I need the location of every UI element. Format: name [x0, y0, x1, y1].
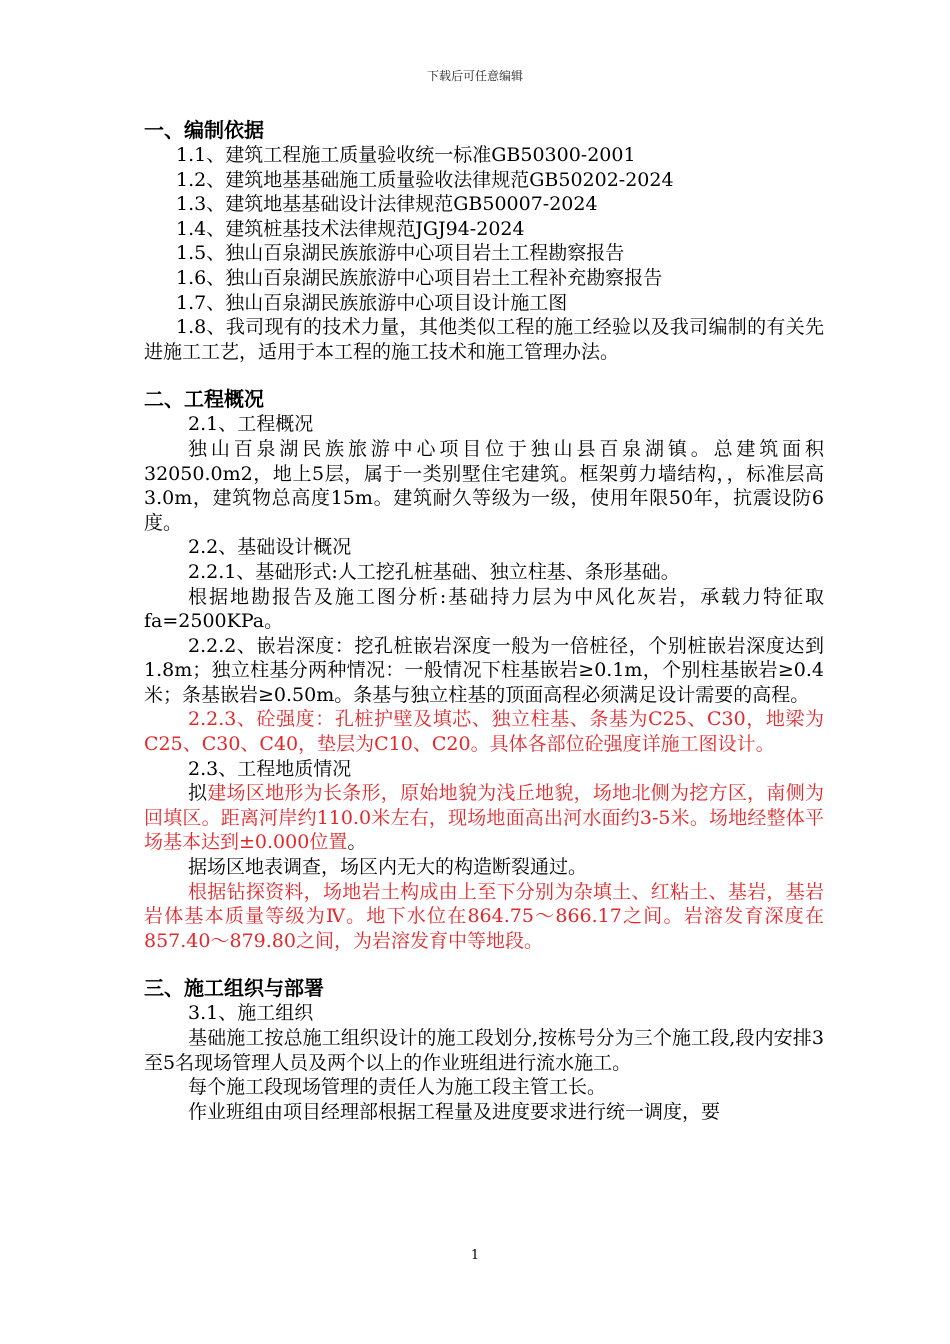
section-heading-1: 一、编制依据	[144, 118, 264, 142]
subheading-2-1: 2.1、工程概况	[188, 413, 314, 436]
responsible-person-paragraph: 每个施工段现场管理的责任人为施工段主管工长。	[188, 1076, 607, 1099]
subheading-2-3: 2.3、工程地质情况	[188, 757, 352, 780]
drilling-data-paragraph: 根据钻探资料，场地岩土构成由上至下分别为杂填土、红粘土、基岩，基岩岩体基本质量等级为Ⅳ。地下水位在864.75～866.17之间。岩溶发育深度在857.40～879.80之间，为岩溶发育中等地段。	[144, 880, 824, 952]
subheading-3-1: 3.1、施工组织	[188, 1002, 314, 1025]
bearing-layer-paragraph: 根据地勘报告及施工图分析:基础持力层为中风化灰岩，承载力特征取fa=2500KPa。	[144, 585, 824, 633]
construction-sections-paragraph: 基础施工按总施工组织设计的施工段划分,按栋号分为三个施工段,段内安排3至5名现场管理人员及两个以上的作业班组进行流水施工。	[144, 1027, 824, 1074]
basis-item-1-8: 1.8、我司现有的技术力量，其他类似工程的施工经验以及我司编制的有关先进施工工艺，适用于本工程的施工技术和施工管理办法。	[144, 316, 824, 363]
site-terrain-paragraph	[144, 781, 824, 855]
section-heading-2: 二、工程概况	[144, 387, 264, 412]
basis-item-1-7: 1.7、独山百泉湖民族旅游中心项目设计施工图	[176, 291, 568, 314]
concrete-strength-paragraph: 2.2.3、砼强度：孔桩护壁及填芯、独立柱基、条基为C25、C30，地梁为C25、C30、C40，垫层为C10、C20。具体各部位砼强度详施工图设计。	[144, 708, 824, 756]
basis-item-1-5: 1.5、独山百泉湖民族旅游中心项目岩土工程勘察报告	[176, 242, 625, 265]
basis-item-1-3: 1.3、建筑地基基础设计法律规范GB50007-2024	[176, 193, 598, 216]
section-heading-3: 三、施工组织与部署	[144, 976, 324, 1001]
document-body	[144, 117, 824, 1124]
basis-item-1-2: 1.2、建筑地基基础施工质量验收法律规范GB50202-2024	[176, 168, 674, 191]
site-terrain-lead: 拟	[188, 782, 208, 805]
rock-embed-depth-paragraph: 2.2.2、嵌岩深度：挖孔桩嵌岩深度一般为一倍桩径，个别桩嵌岩深度达到1.8m；独立柱基分两种情况：一般情况下柱基嵌岩≥0.1m，个别柱基嵌岩≥0.4米；条基嵌岩≥0.50m。条基与独立柱基的顶面高程必须满足设计需要的高程。	[144, 634, 824, 706]
page-header: 下载后可任意编辑	[426, 69, 523, 83]
foundation-type-paragraph: 2.2.1、基础形式:人工挖孔桩基础、独立柱基、条形基础。	[188, 560, 680, 583]
site-terrain-text: 建场区地形为长条形，原始地貌为浅丘地貌，场地北侧为挖方区，南侧为回填区。距离河岸约110.0米左右，现场地面高出河水面约3-5米。场地经整体平场基本达到±0.000位置	[144, 782, 824, 854]
basis-item-1-4: 1.4、建筑桩基技术法律规范JGJ94-2024	[176, 217, 525, 240]
basis-item-1-6: 1.6、独山百泉湖民族旅游中心项目岩土工程补充勘察报告	[176, 266, 663, 289]
project-overview-paragraph: 独山百泉湖民族旅游中心项目位于独山县百泉湖镇。总建筑面积32050.0m2，地上5层，属于一类别墅住宅建筑。框架剪力墙结构，，标准层高3.0m，建筑物总高度15m。建筑耐久等级为一级，使用年限50年，抗震设防6度。	[144, 437, 824, 534]
basis-item-1-1: 1.1、建筑工程施工质量验收统一标准GB50300-2001	[176, 144, 636, 166]
page-number: 1	[470, 1248, 480, 1263]
work-team-paragraph: 作业班组由项目经理部根据工程量及进度要求进行统一调度，要	[188, 1100, 721, 1123]
site-terrain-end: 。	[347, 831, 367, 854]
subheading-2-2: 2.2、基础设计概况	[188, 536, 352, 559]
fault-survey-paragraph: 据场区地表调查，场区内无大的构造断裂通过。	[188, 856, 588, 879]
